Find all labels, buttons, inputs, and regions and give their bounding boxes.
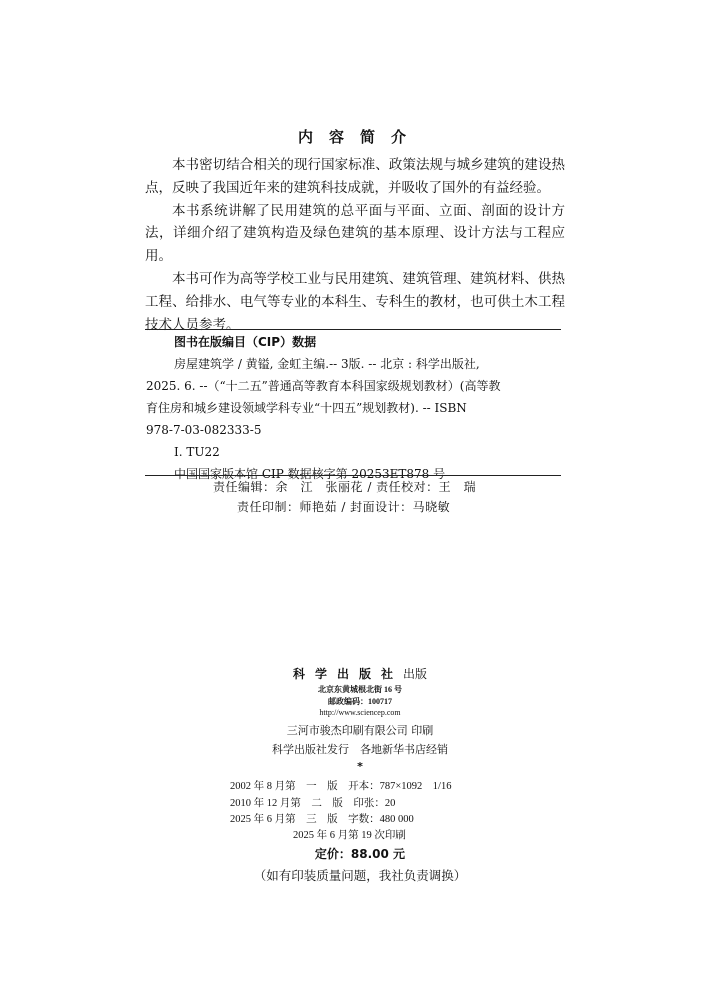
summary-paragraph: 本书密切结合相关的现行国家标准、政策法规与城乡建筑的建设热点，反映了我国近年来的建筑科技成就，并吸收了国外的有益经验。 xyxy=(145,157,565,196)
summary-paragraph: 本书可作为高等学校工业与民用建筑、建筑管理、建筑材料、供热工程、给排水、电气等专业的本科生、专科生的教材，也可供土木工程技术人员参考。 xyxy=(145,270,565,333)
cip-block xyxy=(146,331,501,485)
edition-line: 2025 年 6 月第 三 版 字数：480 000 xyxy=(230,814,414,825)
publisher-suffix: 出版 xyxy=(403,667,428,681)
publisher-name xyxy=(0,665,720,682)
edition-line: 2010 年 12 月第 二 版 印张：20 xyxy=(230,798,396,809)
credits-line-1: 责任编辑：余 江 张丽花 / 责任校对：王 瑞 xyxy=(213,480,477,494)
publisher-address: 北京东黄城根北街 16 号 xyxy=(318,685,402,694)
page-title: 内容简介 xyxy=(297,128,422,146)
publisher-postcode: 邮政编码：100717 xyxy=(328,697,392,706)
summary-paragraph: 本书系统讲解了民用建筑的总平面与平面、立面、剖面的设计方法，详细介绍了建筑构造及绿色建筑的基本原理、设计方法与工程应用。 xyxy=(145,202,565,265)
cip-bottom-rule xyxy=(145,475,561,476)
cip-top-rule xyxy=(145,329,561,330)
quality-note: （如有印装质量问题，我社负责调换） xyxy=(253,868,467,883)
printer: 三河市骏杰印刷有限公司 印刷 xyxy=(286,724,434,737)
cip-line: 2025. 6. --（“十二五”普通高等教育本科国家级规划教材）(高等教 xyxy=(146,379,501,393)
edition-line: 2002 年 8 月第 一 版 开本：787×1092 1/16 xyxy=(230,781,452,792)
cip-line: 房屋建筑学 / 黄镒, 金虹主编.-- 3版. -- 北京 : 科学出版社, xyxy=(174,357,480,371)
cip-line: 育住房和城乡建设领域学科专业“十四五”规划教材). -- ISBN xyxy=(146,401,467,415)
printing-line: 2025 年 6 月第 19 次印刷 xyxy=(293,830,406,841)
summary-body xyxy=(145,154,565,336)
cip-classification: Ⅰ. TU22 xyxy=(174,445,220,459)
distribution: 科学出版社发行 各地新华书店经销 xyxy=(272,743,448,756)
price: 定价：88.00 元 xyxy=(314,847,406,861)
publisher-url: http://www.sciencep.com xyxy=(319,708,401,717)
separator-star: * xyxy=(357,760,363,773)
cip-heading: 图书在版编目（CIP）数据 xyxy=(174,335,317,349)
cip-line: 978-7-03-082333-5 xyxy=(146,423,262,437)
credits-line-2: 责任印制：师艳茹 / 封面设计：马晓敏 xyxy=(237,500,451,514)
cip-record-number: 中国国家版本馆 CIP 数据核字第 20253ET878 号 xyxy=(174,467,446,481)
publisher-logo-text: 科学出版社 xyxy=(292,667,403,681)
